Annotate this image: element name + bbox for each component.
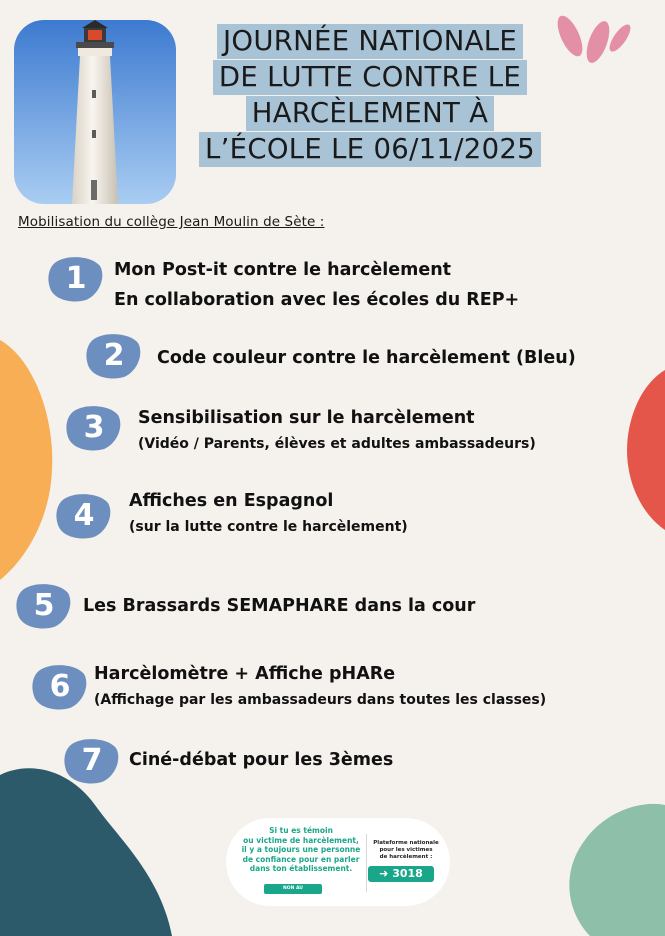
item-3-title: Sensibilisation sur le harcèlement bbox=[138, 408, 475, 428]
item-4-title: Affiches en Espagnol bbox=[129, 491, 334, 511]
title-line-2: DE LUTTE CONTRE LE bbox=[213, 60, 527, 95]
number-badge-5: 5 bbox=[16, 583, 72, 629]
subtitle: Mobilisation du collège Jean Moulin de Sète : bbox=[18, 214, 325, 230]
number-badge-4: 4 bbox=[56, 493, 112, 539]
item-1 bbox=[114, 255, 519, 315]
arrow-icon: ➜ bbox=[379, 867, 393, 880]
green-blob-shape bbox=[560, 800, 665, 936]
item-4 bbox=[129, 486, 408, 538]
item-3-detail: (Vidéo / Parents, élèves et adultes ambassadeurs) bbox=[138, 436, 536, 452]
number-badge-6: 6 bbox=[32, 664, 88, 710]
item-5-title: Les Brassards SEMAPHARE dans la cour bbox=[83, 596, 476, 616]
title-line-3: HARCÈLEMENT À bbox=[246, 96, 494, 131]
pink-petals-shape bbox=[556, 8, 636, 70]
helpline-message: Si tu es témoin ou victime de harcèlement, il y a toujours une personne de confiance pour en parler dans ton établissement. bbox=[241, 826, 361, 873]
item-3 bbox=[138, 403, 536, 455]
banner-divider bbox=[366, 834, 367, 892]
title-line-1: JOURNÉE NATIONALE bbox=[217, 24, 523, 59]
item-2 bbox=[157, 343, 576, 373]
page-title bbox=[190, 24, 550, 168]
title-line-4: L’ÉCOLE LE 06/11/2025 bbox=[199, 132, 541, 167]
lighthouse-photo bbox=[14, 20, 176, 204]
item-1-title: Mon Post-it contre le harcèlement bbox=[114, 260, 452, 280]
item-6-detail: (Affichage par les ambassadeurs dans toutes les classes) bbox=[94, 692, 547, 708]
non-au-harcelement-tag: NON AU HARCÈLEMENT bbox=[264, 884, 322, 894]
orange-blob-shape bbox=[0, 340, 60, 580]
number-badge-2: 2 bbox=[86, 333, 142, 379]
platform-label: Plateforme nationale pour les victimes de harcèlement : bbox=[373, 840, 439, 860]
number-badge-7: 7 bbox=[64, 738, 120, 784]
item-6-title: Harcèlomètre + Affiche pHARe bbox=[94, 664, 396, 684]
item-5 bbox=[83, 591, 475, 621]
teal-blob-shape bbox=[0, 765, 180, 936]
number-badge-3: 3 bbox=[66, 405, 122, 451]
number-badge-1: 1 bbox=[48, 256, 104, 302]
red-blob-shape bbox=[625, 370, 665, 530]
item-1-title-line-2: En collaboration avec les écoles du REP+ bbox=[114, 290, 520, 310]
item-7-title: Ciné-débat pour les 3èmes bbox=[129, 750, 394, 770]
item-6 bbox=[94, 659, 546, 711]
helpline-number: ➜ 3018 bbox=[368, 866, 434, 882]
item-4-detail: (sur la lutte contre le harcèlement) bbox=[129, 519, 408, 535]
item-2-title: Code couleur contre le harcèlement (Bleu) bbox=[157, 348, 576, 368]
item-7 bbox=[129, 745, 393, 775]
helpline-banner bbox=[226, 818, 450, 906]
